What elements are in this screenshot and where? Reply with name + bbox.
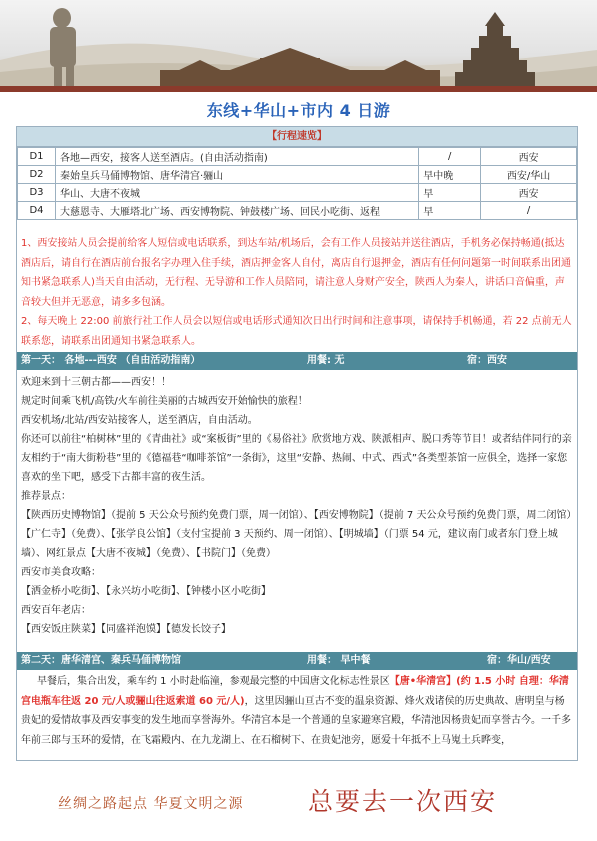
day1-header [17, 352, 577, 370]
paragraph: 规定时间乘飞机/高铁/火车前往美丽的古城西安开始愉快的旅程！ [21, 396, 308, 407]
route-cell: 大慈恩寺、大雁塔北广场、西安博物院、钟鼓楼广场、回民小吃街、返程 [55, 202, 418, 220]
day2-title: 第二天：唐华清宫、秦兵马俑博物馆 [21, 655, 181, 666]
footer-slogan-small: 丝绸之路起点 华夏文明之源 [58, 796, 244, 812]
paragraph: 你还可以前往“柏树林”里的《青曲社》或“案板街”里的《易俗社》欣赏地方戏、陕派相声、脱口秀等节目！或者结伴同行的亲友相约于“南大街粉巷”里的《德福巷“咖啡茶馆”一条街》，这里“安静、热闹、中式、西式”各类型茶馆一应俱全，选择一家您喜欢的坐下吧，感受下古都丰富的夜生活。 [21, 434, 572, 483]
day1-title: 第一天： 各地---西安 （自由活动指南） [21, 355, 201, 366]
day-cell: D1 [18, 148, 56, 166]
day-cell: D4 [18, 202, 56, 220]
table-row [18, 166, 577, 184]
table-row [18, 202, 577, 220]
table-row [18, 184, 577, 202]
notice-text: 1、西安接站人员会提前给客人短信或电话联系，到达车站/机场后，会有工作人员接站并送往酒店，手机务必保持畅通(抵达酒店后，请自行在酒店前台报名字办理入住手续，酒店押金客人自付，离店自行退押金，酒店有任何问题第一时间联系出团通知书紧急联系人)当天自由活动，无行程、无导游和工作人员陪同，请注意人身财产安全，陕西人为秦人，讲话口音偏重，声音较大但并无恶意，请多多包涵。 [21, 238, 571, 308]
stay-cell: / [481, 202, 577, 220]
stay-cell: 西安/华山 [481, 166, 577, 184]
day2-text: 早餐后，集合出发，乘车约 1 小时赴临潼，参观最完整的中国唐文化标志性景区 [37, 676, 390, 687]
route-cell: 秦始皇兵马俑博物馆、唐华清宫·骊山 [55, 166, 418, 184]
day-cell: D2 [18, 166, 56, 184]
day2-stay: 宿：华山/西安 [487, 655, 551, 666]
meal-cell: / [419, 148, 481, 166]
meal-cell: 早中晚 [419, 166, 481, 184]
table-row [18, 148, 577, 166]
paragraph: 【洒金桥小吃街】、【永兴坊小吃街】、【钟楼小区小吃街】 [21, 586, 271, 597]
paragraph: 西安市美食攻略： [21, 567, 101, 578]
stay-cell: 西安 [481, 148, 577, 166]
page-title: 东线+华山+市内 4 日游 [206, 101, 391, 120]
meal-cell: 早 [419, 202, 481, 220]
day-cell: D3 [18, 184, 56, 202]
paragraph: 【陕西历史博物馆】（提前 5 天公众号预约免费门票，周一闭馆）、【西安博物院】（提前 7 天公众号预约免费门票，周二闭馆）【广仁寺】（免费）、【张学良公馆】（支付宝提前 3 天预约、周一闭馆）、【明城墙】（门票 54 元，建议南门或者东门登上城墙）、网红景点【大唐不夜城】（免费）、【书院门】（免费） [21, 510, 572, 559]
header-banner [0, 0, 597, 92]
paragraph: 推荐景点： [21, 491, 71, 502]
itinerary-table [17, 147, 577, 220]
stay-cell: 西安 [481, 184, 577, 202]
day2-body [21, 672, 573, 750]
paragraph: 西安机场/北站/西安站接客人，送至酒店，自由活动。 [21, 415, 258, 426]
route-cell: 华山、大唐不夜城 [55, 184, 418, 202]
day1-meal: 用餐: 无 [307, 355, 345, 366]
overview-header: 【行程速览】 [17, 127, 577, 147]
paragraph: 欢迎来到十三朝古都——西安！！ [21, 377, 171, 388]
paragraph: 【西安饭庄陕菜】【同盛祥泡馍】【德发长饺子】 [21, 624, 231, 635]
day2-meal: 用餐： 早中餐 [307, 655, 371, 666]
pagoda-silhouette [455, 12, 535, 86]
itinerary-frame [16, 126, 578, 761]
notice-section [21, 234, 573, 351]
xian-landmarks-illustration [0, 0, 597, 92]
footer-slogan-big: 总要去一次西安 [308, 787, 498, 816]
day1-stay: 宿：西安 [467, 355, 507, 366]
paragraph: 西安百年老店： [21, 605, 91, 616]
day2-highlight: 【唐•华清宫】(约 1.5 小时 自理：华清宫电瓶车往返 20 元/人或骊山往返索道 60 元/人) [21, 676, 569, 707]
day1-body [21, 373, 573, 639]
day2-header [17, 652, 577, 670]
day2-text: ，这里因骊山亘古不变的温泉资源、烽火戏诸侯的历史典故、唐明皇与杨贵妃的爱情故事及西安事变的发生地而享誉海外。华清宫本是一个普通的皇家避寒宫殿，华清池因杨贵妃而享誉古今。一千多年前三郎与玉环的爱情，在飞霜殿内、在九龙湖上、在石榴树下、在贵妃池旁，愿爱十年抵不上马嵬土兵晔变， [21, 695, 571, 746]
route-cell: 各地—西安，接客人送至酒店。(自由活动指南) [55, 148, 418, 166]
notice-text: 2、每天晚上 22:00 前旅行社工作人员会以短信或电话形式通知次日出行时间和注意事项，请保持手机畅通，若 22 点前无人联系您，请联系出团通知书紧急联系人。 [21, 316, 572, 347]
meal-cell: 早 [419, 184, 481, 202]
